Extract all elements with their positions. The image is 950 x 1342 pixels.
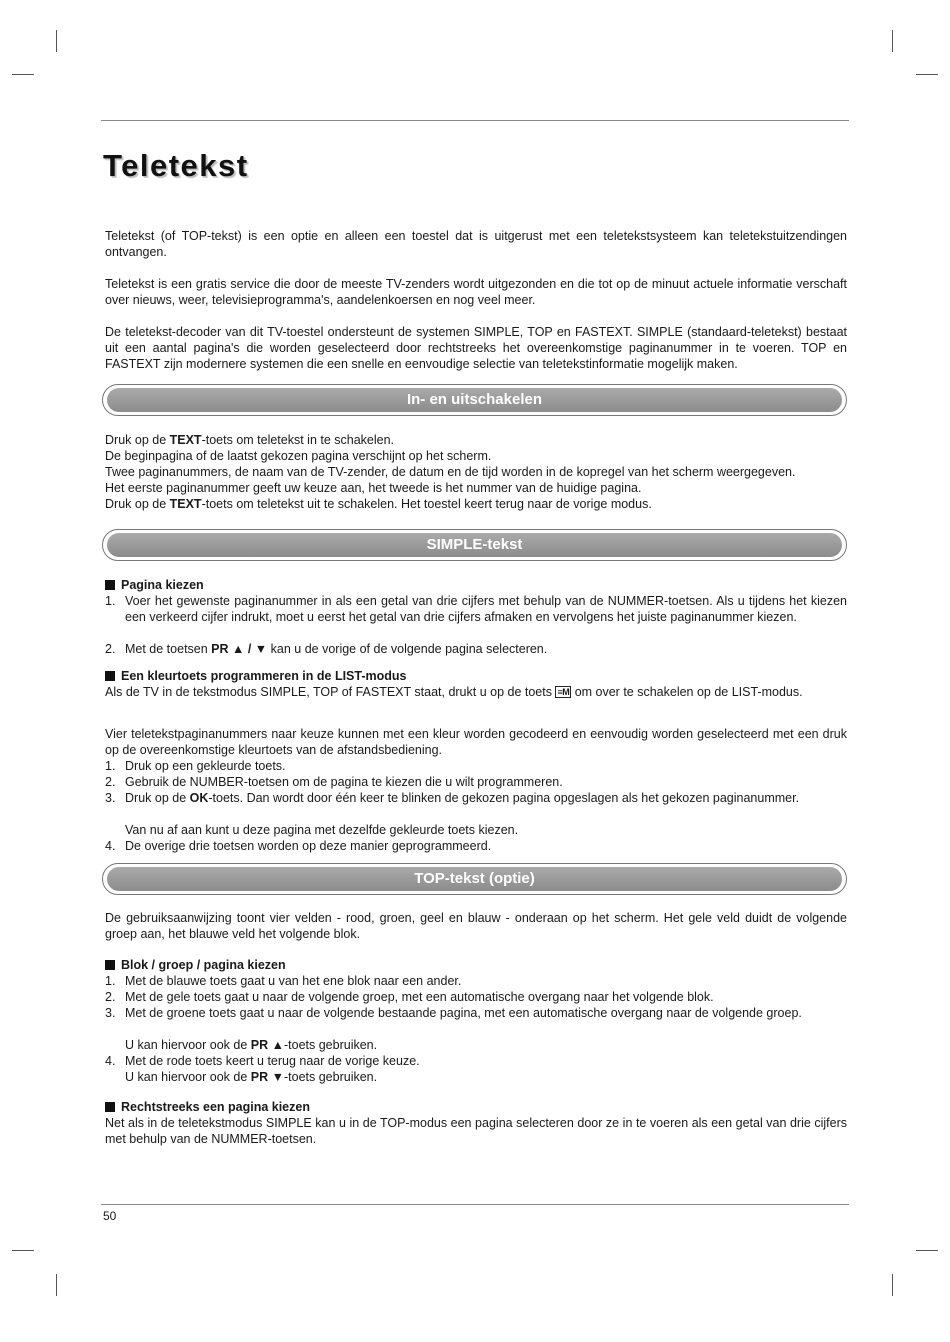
square-bullet-icon <box>105 671 115 681</box>
top-intro-paragraph: De gebruiksaanwijzing toont vier velden - rood, groen, geel en blauw - onderaan op het scherm. Het gele veld duidt de volgende groep aan, het blauwe veld het volgende blok. <box>105 911 847 941</box>
list-item: 1. Druk op een gekleurde toets. <box>105 759 286 773</box>
onoff-line-4: Het eerste paginanummer geeft uw keuze aan, het tweede is het nummer van de huidige pagina. <box>105 481 642 495</box>
list-item: 4. De overige drie toetsen worden op deze manier geprogrammeerd. <box>105 839 492 853</box>
subheading-pagina-kiezen: Pagina kiezen <box>105 577 204 593</box>
crop-mark <box>916 1250 938 1251</box>
onoff-line-5: Druk op de TEXT-toets om teletekst uit te schakelen. Het toestel keert terug naar de vorige modus. <box>105 497 652 511</box>
list-item-continuation: Van nu af aan kunt u deze pagina met dezelfde gekleurde toets kiezen. <box>125 823 519 837</box>
list-item: 1. Met de blauwe toets gaat u van het ene blok naar een ander. <box>105 974 462 988</box>
intro-paragraph-2: Teletekst is een gratis service die door de meeste TV-zenders wordt uitgezonden en die tot op de minuut actuele informatie verschaft over nieuws, weer, televisieprogramma's, aandelenkoersen en nog veel meer. <box>105 277 847 307</box>
top-rule <box>101 120 849 121</box>
crop-mark <box>12 74 34 75</box>
list-item: 2. Gebruik de NUMBER-toetsen om de pagina te kiezen die u wilt programmeren. <box>105 775 563 789</box>
section-banner-simple <box>102 529 847 561</box>
list-item-continuation: U kan hiervoor ook de PR ▲-toets gebruiken. <box>125 1038 378 1052</box>
onoff-line-3: Twee paginanummers, de naam van de TV-zender, de datum en de tijd worden in de kopregel van het scherm weergegeven. <box>105 465 796 479</box>
crop-mark <box>916 74 938 75</box>
square-bullet-icon <box>105 1102 115 1112</box>
list-mode-paragraph: Als de TV in de tekstmodus SIMPLE, TOP of FASTEXT staat, drukt u op de toets ≡M om over te schakelen op de LIST-modus. <box>105 685 803 699</box>
list-item: 3. Met de groene toets gaat u naar de volgende bestaande pagina, met een automatische overgang naar de volgende groep. <box>105 1006 802 1020</box>
intro-paragraph-1: Teletekst (of TOP-tekst) is een optie en alleen een toestel dat is uitgerust met een teletekstsysteem kan teletekstuitzendingen ontvangen. <box>105 229 847 259</box>
list-item: 2. Met de toetsen PR ▲ / ▼ kan u de vorige of de volgende pagina selecteren. <box>105 642 548 656</box>
bottom-rule <box>101 1204 849 1205</box>
crop-mark <box>892 30 893 52</box>
crop-mark <box>56 1274 57 1296</box>
onoff-text <box>105 432 847 512</box>
onoff-line-1: Druk op de TEXT-toets om teletekst in te schakelen. <box>105 433 395 447</box>
list-item-continuation: U kan hiervoor ook de PR ▼-toets gebruiken. <box>125 1070 378 1084</box>
list-mode-key-icon: ≡M <box>557 687 570 697</box>
subheading-rechtstreeks: Rechtstreeks een pagina kiezen <box>105 1099 310 1115</box>
intro-paragraph-3: De teletekst-decoder van dit TV-toestel ondersteunt de systemen SIMPLE, TOP en FASTEXT. SIMPLE (standaard-teletekst) bestaat uit een aantal pagina's die worden geselecteerd door rechtstreeks het overeenkomstige paginanummer in te voeren. TOP en FASTEXT zijn modernere systemen die een snelle en eenvoudige selectie van teletekstinformatie mogelijk maken. <box>105 325 847 371</box>
subheading-blok-groep: Blok / groep / pagina kiezen <box>105 957 286 973</box>
crop-mark <box>56 30 57 52</box>
square-bullet-icon <box>105 580 115 590</box>
crop-mark <box>12 1250 34 1251</box>
color-key-paragraph: Vier teletekstpaginanummers naar keuze kunnen met een kleur worden gecodeerd en eenvoudig worden geselecteerd met een druk op de overeenkomstige kleurtoets van de afstandsbediening. <box>105 727 847 757</box>
list-item: 3. Druk op de OK-toets. Dan wordt door één keer te blinken de gekozen pagina opgeslagen als het gekozen paginanummer. <box>105 791 800 805</box>
section-banner-top <box>102 863 847 895</box>
list-item: 2. Met de gele toets gaat u naar de volgende groep, met een automatische overgang naar het volgende blok. <box>105 990 714 1004</box>
square-bullet-icon <box>105 960 115 970</box>
crop-mark <box>892 1274 893 1296</box>
section-title: SIMPLE-tekst <box>107 533 842 557</box>
section-banner-onoff <box>102 384 847 416</box>
page-title: Teletekst <box>103 148 249 183</box>
direct-page-paragraph: Net als in de teletekstmodus SIMPLE kan u in de TOP-modus een pagina selecteren door ze in te voeren als een getal van drie cijfers met behulp van de NUMMER-toetsen. <box>105 1116 847 1146</box>
subheading-kleurtoets: Een kleurtoets programmeren in de LIST-modus <box>105 668 406 684</box>
page-number: 50 <box>103 1209 117 1223</box>
section-title: In- en uitschakelen <box>107 388 842 412</box>
list-item: 1. Voer het gewenste paginanummer in als een getal van drie cijfers met behulp van de NUMMER-toetsen. Als u tijdens het kiezen een verkeerd cijfer indrukt, moet u eerst het getal van drie cijfers afmaken en vervolgens het juiste paginanummer kiezen. <box>105 594 847 624</box>
onoff-line-2: De beginpagina of de laatst gekozen pagina verschijnt op het scherm. <box>105 449 492 463</box>
section-title: TOP-tekst (optie) <box>107 867 842 891</box>
list-item: 4. Met de rode toets keert u terug naar de vorige keuze. <box>105 1054 420 1068</box>
